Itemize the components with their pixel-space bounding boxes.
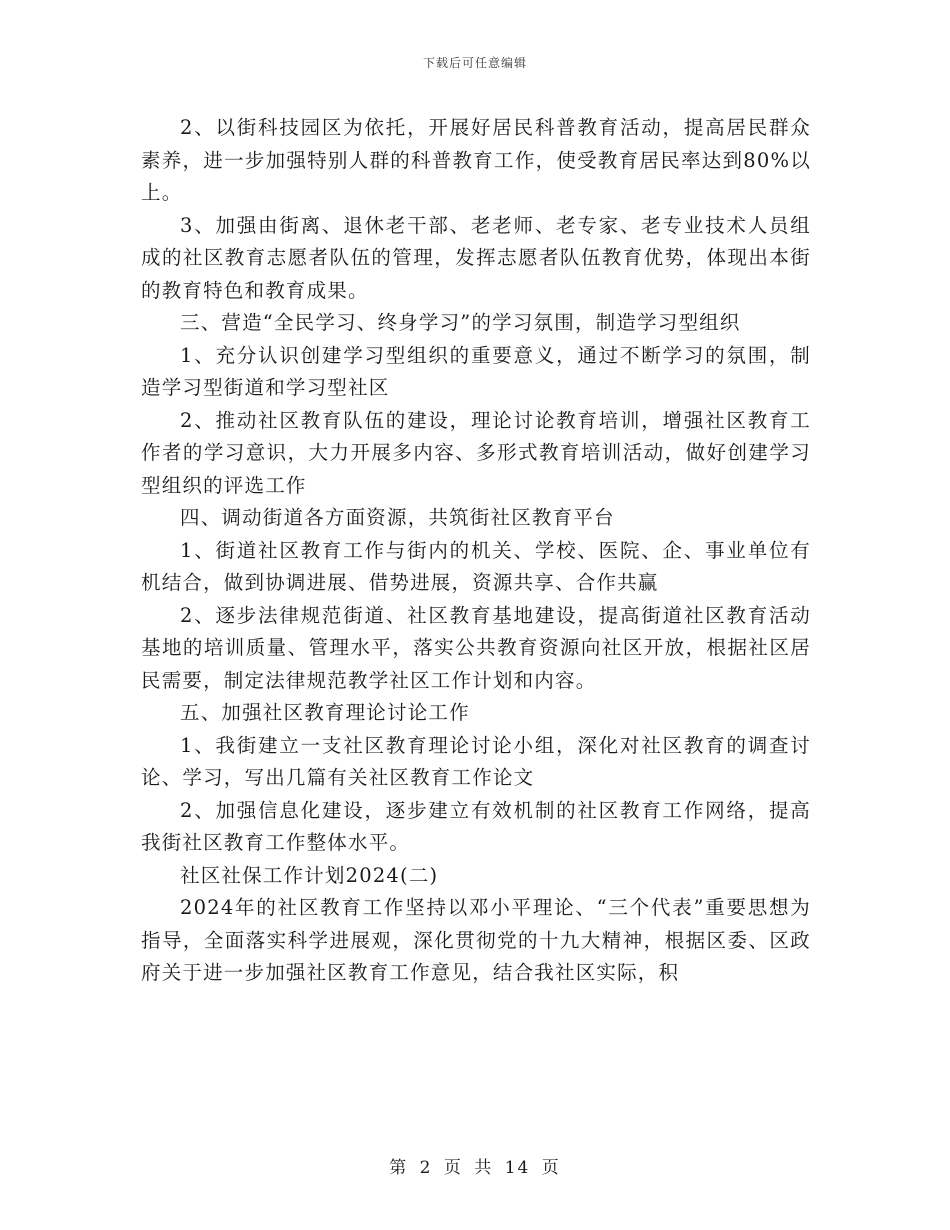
section-heading-4: 四、调动街道各方面资源，共筑街社区教育平台 [180, 506, 615, 529]
paragraph-item-2-education-base: 2、逐步法律规范街道、社区教育基地建设，提高街道社区教育活动基地的培训质量、管理水平，落实公共教育资源向社区开放，根据社区居民需要，制定法律规范教学社区工作计划和内容。 [141, 603, 811, 692]
paragraph-item-2-informatization: 2、加强信息化建设，逐步建立有效机制的社区教育工作网络，提高我街社区教育工作整体水平。 [141, 798, 811, 854]
document-subtitle: 社区社保工作计划2024(二) [180, 863, 439, 887]
document-body [141, 112, 811, 990]
paragraph-item-3-volunteer-team: 3、加强由街离、退休老干部、老老师、老专家、老专业技术人员组成的社区教育志愿者队伍的管理，发挥志愿者队伍教育优势，体现出本街的教育特色和教育成果。 [141, 213, 811, 302]
paragraph-intro-2024: 2024年的社区教育工作坚持以邓小平理论、“三个代表”重要思想为指导，全面落实科学进展观，深化贯彻党的十九大精神，根据区委、区政府关于进一步加强社区教育工作意见，结合我社区实际，积 [141, 896, 811, 984]
paragraph-item-2-team-building: 2、推动社区教育队伍的建设，理论讨论教育培训，增强社区教育工作者的学习意识，大力开展多内容、多形式教育培训活动，做好创建学习型组织的评选工作 [141, 408, 811, 497]
paragraph-item-2-science-education: 2、以街科技园区为依托，开展好居民科普教育活动，提高居民群众素养，进一步加强特别人群的科普教育工作，使受教育居民率达到80%以上。 [141, 116, 811, 204]
section-heading-3: 三、营造“全民学习、终身学习”的学习氛围，制造学习型组织 [180, 311, 741, 334]
page-header: 下载后可任意编辑 [422, 56, 527, 70]
paragraph-item-1-learning-organization: 1、充分认识创建学习型组织的重要意义，通过不断学习的氛围，制造学习型街道和学习型社区 [141, 343, 811, 399]
section-heading-5: 五、加强社区教育理论讨论工作 [180, 701, 470, 724]
paragraph-item-1-resource-cooperation: 1、街道社区教育工作与街内的机关、学校、医院、企、事业单位有机结合，做到协调进展、借势进展，资源共享、合作共赢 [141, 538, 811, 594]
paragraph-item-1-research-group: 1、我街建立一支社区教育理论讨论小组，深化对社区教育的调查讨论、学习，写出几篇有关社区教育工作论文 [141, 733, 811, 789]
page-number-footer: 第 2 页 共 14 页 [389, 1158, 561, 1178]
